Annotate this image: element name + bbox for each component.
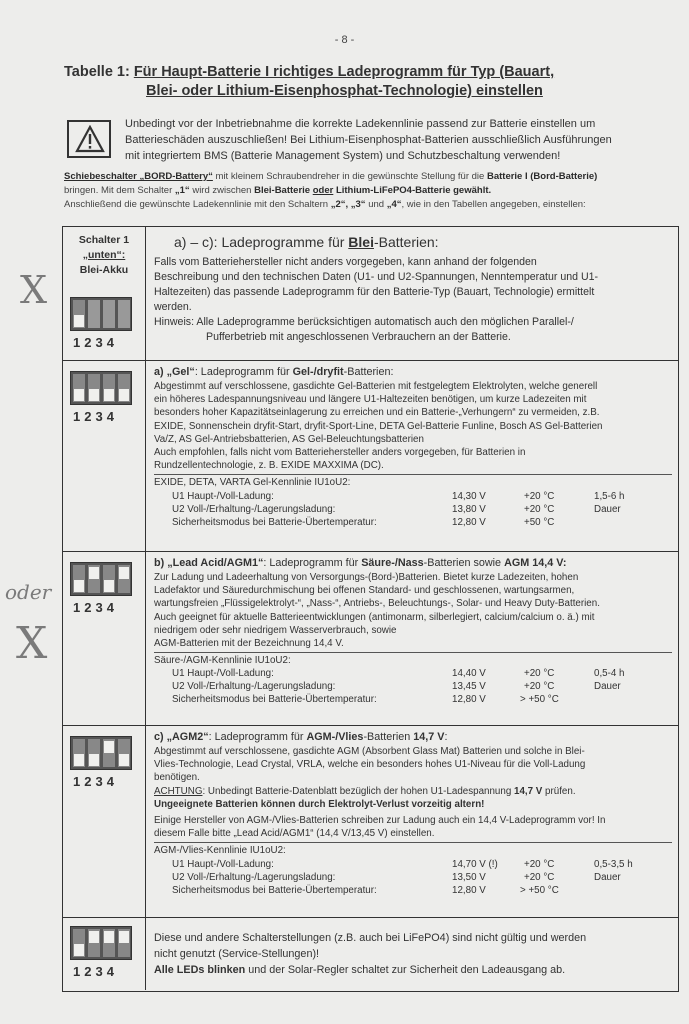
text-line: Hinweis: Alle Ladeprogramme berücksichtigen automatisch auch den möglichen Parallel-/ — [154, 316, 574, 328]
gel-title-part: : Ladeprogramm für — [194, 366, 293, 378]
kl-label: U1 Haupt-/Voll-Ladung: — [172, 490, 274, 502]
kennlinie-row — [154, 693, 672, 706]
lead-title-part: : Ladeprogramm für — [263, 557, 362, 569]
kl-volt: 14,40 V — [452, 668, 486, 680]
text-line: Haltezeiten) das passende Ladeprogramm für den Batterie-Typ (Bauart, Technologie) ermittelt — [154, 286, 595, 298]
kl-temp: > +50 °C — [520, 884, 559, 896]
kennlinie-row — [154, 871, 672, 884]
kennlinie-label: Säure-/AGM-Kennlinie IU1oU2: — [154, 652, 672, 667]
text-line: Ladefaktor und Säuredurchmischung bei offenen Standard- und geschlossenen, wartungsarmen, — [154, 585, 575, 597]
kl-label: U1 Haupt-/Voll-Ladung: — [172, 668, 274, 680]
intro-battery-name: Batterie I (Bord-Batterie) — [486, 171, 598, 182]
table-row-invalid — [63, 918, 678, 990]
intro-switch-name: Schiebeschalter „BORD-Battery“ — [64, 171, 213, 182]
kl-temp: +20 °C — [524, 503, 555, 515]
kennlinie-row — [154, 490, 672, 503]
agm2-title-part: : Ladeprogramm für — [208, 731, 307, 743]
kennlinie-row — [154, 884, 672, 897]
agm2-title-part: : — [444, 731, 448, 743]
text-line: Diese und andere Schalterstellungen (z.B. auch bei LiFePO4) sind nicht gültig und werden — [154, 932, 587, 944]
intro-text-part: Anschließend die gewünschte Ladekennlinie mit den Schaltern — [64, 199, 331, 210]
intro-switch-1: „1“ — [174, 185, 190, 196]
agm2-title-part: AGM-/Vlies — [306, 731, 364, 743]
agm2-title-part: 14,7 V — [413, 731, 445, 743]
text-part: und der Solar-Regler schaltet zur Sicherheit den Ladeausgang ab. — [245, 964, 566, 976]
kl-temp: +20 °C — [524, 871, 555, 883]
gel-title-part: -Batterien: — [343, 366, 394, 378]
kl-volt: 13,50 V — [452, 871, 486, 883]
table-row-agm2 — [63, 726, 678, 918]
switch-column — [63, 918, 146, 990]
switch-column — [63, 726, 146, 917]
kennlinie-row — [154, 858, 672, 871]
text-line: werden. — [154, 301, 192, 313]
text-line: Abgestimmt auf verschlossene, gasdichte AGM (Absorbent Glass Mat) Batterien und solche in Blei- — [154, 746, 585, 757]
lead-title-part: „Lead Acid/AGM1“ — [167, 557, 264, 569]
warning-triangle-icon — [67, 120, 111, 158]
text-line — [154, 962, 672, 978]
switch-column — [63, 361, 146, 551]
intro-text-part: und — [365, 199, 387, 210]
heading-text: -Batterien: — [373, 234, 439, 250]
title-label: Tabelle 1: — [64, 64, 130, 80]
text-line: Auch empfohlen, falls nicht vom Batteriehersteller anders vorgegeben, für Batterien in — [154, 447, 526, 459]
section-heading — [174, 233, 672, 251]
text-line: EXIDE, Sonnenschein dryfit-Start, dryfit-Sport-Line, DETA Gel-Batterie Funline, Bosch AS Gel-Batterien — [154, 420, 603, 432]
agm2-description — [154, 728, 672, 917]
kl-volt: 12,80 V — [452, 516, 486, 528]
kl-temp: > +50 °C — [520, 694, 559, 706]
lead-acid-description — [154, 554, 672, 725]
kl-label: U1 Haupt-/Voll-Ladung: — [172, 858, 274, 870]
warning-line: Unbedingt vor der Inbetriebnahme die korrekte Ladekennlinie passend zur Batterie einstellen um — [125, 118, 596, 130]
text-part: prüfen. — [542, 785, 576, 797]
text-part: : Unbedingt Batterie-Datenblatt bezüglich der hohen U1-Ladespannung — [202, 785, 514, 797]
dip-switch-diagram — [70, 562, 132, 596]
kl-volt: 12,80 V — [452, 884, 486, 896]
agm2-title — [154, 730, 672, 744]
warning-line: mit integriertem BMS (Batterie Management System) und Schutzbeschaltung verwenden! — [125, 150, 561, 162]
dip-switch-diagram — [70, 371, 132, 405]
table-row-lead-acid — [63, 552, 678, 726]
kl-temp: +20 °C — [524, 858, 555, 870]
gel-title-part: „Gel“ — [166, 366, 195, 378]
heading-blei: Blei — [348, 234, 374, 250]
intro-switches: „2“, „3“ — [330, 199, 366, 210]
kennlinie-label: EXIDE, DETA, VARTA Gel-Kennlinie IU1oU2: — [154, 474, 672, 489]
intro-switch-4: „4“ — [386, 199, 402, 210]
kl-time: Dauer — [594, 503, 621, 515]
intro-oder: oder — [312, 185, 334, 196]
title-line-2: Blei- oder Lithium-Eisenphosphat-Technologie) einstellen — [146, 83, 543, 99]
dip-switch-numbers: 1234 — [73, 964, 118, 979]
text-line: Zur Ladung und Ladeerhaltung von Versorgungs-(Bord-)Batterien. Bietet kurze Ladezeiten, hohen — [154, 572, 579, 583]
kl-time: Dauer — [594, 681, 621, 693]
switch-header-line: „unten“: — [82, 249, 126, 261]
kl-volt: 13,45 V — [452, 681, 486, 693]
heading-text: a) – c): Ladeprogramme für — [174, 234, 349, 250]
agm2-title-part: „AGM2“ — [166, 731, 209, 743]
text-line: Auch geeignet für aktuelle Batterieentwicklungen (antimonarm, silberlegiert, calcium/calcium o. ä.) mit — [154, 611, 595, 623]
achtung-label: ACHTUNG — [154, 785, 203, 797]
invalid-description — [154, 930, 672, 990]
text-line: Falls vom Batteriehersteller nicht anders vorgegeben, kann anhand der folgenden — [154, 256, 537, 268]
text-part: 14,7 V — [514, 785, 543, 797]
text-line: Einige Hersteller von AGM-/Vlies-Batterien schreiben zur Ladung auch ein 14,4 V-Ladeprogramm vor! In — [154, 815, 606, 827]
kennlinie-row — [154, 516, 672, 529]
kl-time: 0,5-3,5 h — [594, 858, 633, 870]
header-description — [154, 229, 672, 360]
kl-time: 1,5-6 h — [594, 490, 625, 502]
text-line — [154, 785, 672, 798]
text-line: Pufferbetrieb mit angeschlossenen Verbrauchern an der Batterie. — [206, 331, 511, 343]
kl-volt: 14,70 V (!) — [452, 858, 498, 870]
leds-blink-label: Alle LEDs blinken — [154, 964, 246, 976]
lead-title-part: -Batterien sowie — [423, 557, 505, 569]
handwritten-oder: oder — [5, 580, 52, 604]
warning-text — [125, 116, 665, 164]
kl-label: Sicherheitsmodus bei Batterie-Übertemperatur: — [172, 694, 377, 706]
table-title — [64, 64, 664, 99]
dip-switch-diagram — [70, 297, 132, 331]
text-line: niedrigem oder sehr niedrigem Wasserverbrauch, sowie — [154, 624, 397, 636]
switch-column — [63, 552, 146, 725]
kl-volt: 14,30 V — [452, 490, 486, 502]
gel-title — [154, 365, 672, 379]
intro-lithium: Lithium-LiFePO4-Batterie gewählt. — [333, 185, 492, 196]
intro-text-part: wird zwischen — [189, 185, 255, 196]
dip-switch-diagram — [70, 926, 132, 960]
gel-description — [154, 363, 672, 551]
intro-blei: Blei-Batterie — [254, 185, 313, 196]
text-line: nicht genutzt (Service-Stellungen)! — [154, 948, 320, 960]
kl-volt: 13,80 V — [452, 503, 486, 515]
kl-label: U2 Voll-/Erhaltung-/Lagerungsladung: — [172, 871, 336, 883]
kennlinie-row — [154, 503, 672, 516]
agm2-title-part: c) — [154, 731, 167, 743]
kl-label: Sicherheitsmodus bei Batterie-Übertemperatur: — [172, 884, 377, 896]
kl-label: U2 Voll-/Erhaltung-/Lagerungsladung: — [172, 503, 336, 515]
kennlinie-row — [154, 680, 672, 693]
text-line: diesem Falle bitte „Lead Acid/AGM1“ (14,4 V/13,45 V) einstellen. — [154, 828, 435, 840]
title-line-1: Für Haupt-Batterie I richtiges Ladeprogramm für Typ (Bauart, — [133, 64, 555, 80]
switch-column — [63, 227, 146, 360]
text-line: benötigen. — [154, 772, 200, 784]
text-line: Ungeeignete Batterien können durch Elektrolyt-Verlust vorzeitig altern! — [154, 798, 485, 810]
switch-header-line: Schalter 1 — [78, 234, 130, 246]
intro-text — [64, 170, 689, 212]
charge-program-table — [62, 226, 679, 992]
dip-switch-numbers: 1234 — [73, 335, 118, 350]
kl-temp: +20 °C — [524, 490, 555, 502]
dip-switch-numbers: 1234 — [73, 774, 118, 789]
lead-title-part: b) — [154, 557, 168, 569]
handwritten-x-mark: X — [16, 618, 48, 669]
text-line: wartungsfreien „Flüssigelektrolyt-“, „Nass-“, Antriebs-, Beleuchtungs-, Solar- und Heavy Duty-Batterien. — [154, 598, 600, 610]
switch-header-line: Blei-Akku — [79, 264, 129, 276]
text-line: Va/Z, AS Gel-Antriebsbatterien, AS Gel-Beleuchtungsbatterien — [154, 433, 424, 445]
text-line: AGM-Batterien mit der Bezeichnung 14,4 V. — [154, 638, 344, 650]
kl-temp: +50 °C — [524, 516, 555, 528]
kl-temp: +20 °C — [524, 681, 555, 693]
table-row-gel — [63, 361, 678, 552]
kl-label: Sicherheitsmodus bei Batterie-Übertemperatur: — [172, 516, 377, 528]
lead-acid-title — [154, 556, 672, 570]
table-row-header — [63, 227, 678, 361]
kl-time: 0,5-4 h — [594, 668, 625, 680]
kl-temp: +20 °C — [524, 668, 555, 680]
intro-text-part: bringen. Mit dem Schalter — [64, 185, 175, 196]
gel-title-part: a) — [154, 366, 167, 378]
kl-time: Dauer — [594, 871, 621, 883]
dip-switch-diagram — [70, 736, 132, 770]
gel-title-part: Gel-/dryfit — [292, 366, 344, 378]
kennlinie-row — [154, 667, 672, 680]
handwritten-x-mark: X — [20, 268, 48, 312]
text-line: Rundzellentechnologie, z. B. EXIDE MAXXIMA (DC). — [154, 460, 384, 472]
dip-switch-numbers: 1234 — [73, 409, 118, 424]
lead-title-part: AGM 14,4 V: — [504, 557, 567, 569]
intro-text-part: mit kleinem Schraubendreher in die gewünschte Stellung für die — [212, 171, 487, 182]
text-line: besonders hoher Kapazitätseinlagerung zu erreichen und ein Batterie-„Verhungern“ zu vermeiden, z.B. — [154, 407, 600, 419]
dip-switch-numbers: 1234 — [73, 600, 118, 615]
switch-header — [63, 227, 145, 278]
warning-line: Batterieschäden auszuschließen! Bei Lithium-Eisenphosphat-Batterien ausschließlich Ausführungen — [125, 134, 612, 146]
kl-label: U2 Voll-/Erhaltung-/Lagerungsladung: — [172, 681, 336, 693]
lead-title-part: Säure-/Nass — [361, 557, 424, 569]
text-line: Abgestimmt auf verschlossene, gasdichte Gel-Batterien mit festgelegtem Elektrolyten, welche generell — [154, 381, 598, 392]
kl-volt: 12,80 V — [452, 694, 486, 706]
kennlinie-label: AGM-/Vlies-Kennlinie IU1oU2: — [154, 842, 672, 857]
text-line: Vlies-Technologie, Lead Crystal, VRLA, welche ein besonders hohes U1-Niveau für die Voll-Ladung — [154, 759, 586, 771]
text-line: ein höheres Ladespannungsniveau und längere U1-Haltezeiten benötigen, um kurze Ladezeiten mit — [154, 394, 587, 406]
intro-text-part: , wie in den Tabellen angegeben, einstellen: — [401, 199, 586, 210]
text-line: Beschreibung und den technischen Daten (U1- und U2-Spannungen, Nenntemperatur und U1- — [154, 271, 599, 283]
page-number: - 8 - — [334, 34, 355, 46]
agm2-title-part: -Batterien — [363, 731, 414, 743]
